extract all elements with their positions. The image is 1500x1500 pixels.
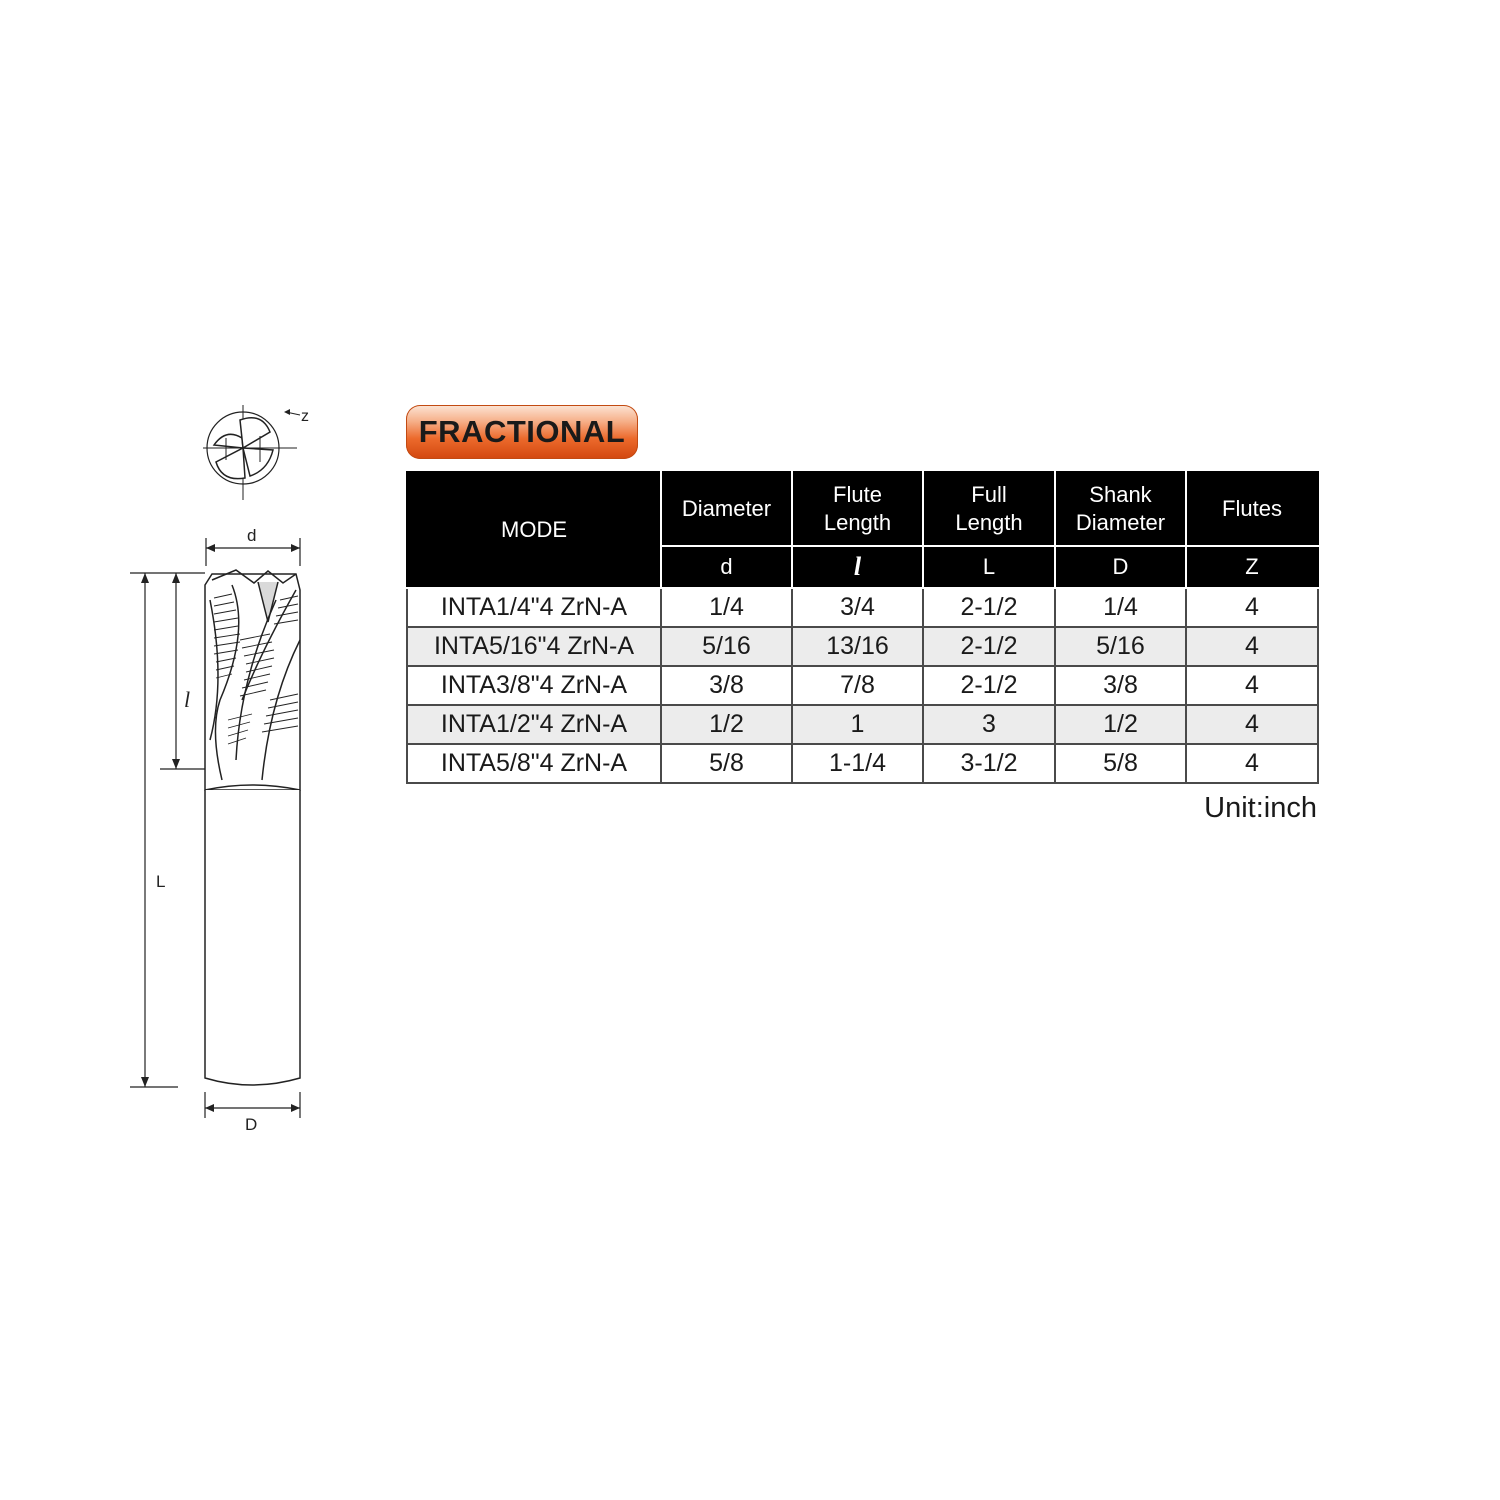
cell-diameter: 5/8 (661, 744, 792, 783)
cell-shank-diameter: 5/8 (1055, 744, 1186, 783)
cell-flute-length: 13/16 (792, 627, 923, 666)
cell-flutes: 4 (1186, 666, 1318, 705)
symbol-full-length: L (923, 546, 1055, 588)
cell-flute-length: 3/4 (792, 588, 923, 627)
label-z: z (301, 408, 309, 425)
symbol-flute-length: l (792, 546, 923, 588)
cell-flutes: 4 (1186, 705, 1318, 744)
table-row (407, 705, 1318, 744)
fractional-badge (406, 405, 638, 459)
cell-mode: INTA3/8"4 ZrN-A (407, 666, 661, 705)
cell-diameter: 1/2 (661, 705, 792, 744)
header-mode: MODE (407, 472, 661, 588)
symbol-diameter: d (661, 546, 792, 588)
label-d: d (247, 526, 257, 545)
cell-mode: INTA1/4"4 ZrN-A (407, 588, 661, 627)
label-D: D (245, 1115, 258, 1134)
table-row (407, 627, 1318, 666)
cell-full-length: 3 (923, 705, 1055, 744)
header-full-length: Full Length (923, 472, 1055, 546)
dim-l (160, 573, 205, 769)
cell-mode: INTA1/2"4 ZrN-A (407, 705, 661, 744)
unit-note: Unit:inch (1204, 792, 1317, 824)
spec-table (406, 471, 1319, 784)
cell-shank-diameter: 5/16 (1055, 627, 1186, 666)
header-flutes: Flutes (1186, 472, 1318, 546)
table-row (407, 666, 1318, 705)
cell-flutes: 4 (1186, 588, 1318, 627)
symbol-flutes: Z (1186, 546, 1318, 588)
cell-mode: INTA5/8"4 ZrN-A (407, 744, 661, 783)
cell-diameter: 3/8 (661, 666, 792, 705)
dim-L (130, 573, 178, 1087)
header-shank-diameter: Shank Diameter (1055, 472, 1186, 546)
shank (205, 790, 300, 1085)
cell-flute-length: 1 (792, 705, 923, 744)
table-row (407, 744, 1318, 783)
cell-diameter: 1/4 (661, 588, 792, 627)
end-view (203, 405, 300, 500)
cell-flutes: 4 (1186, 744, 1318, 783)
table-row (407, 588, 1318, 627)
table-header-row (407, 472, 1318, 546)
fluted-section (205, 570, 300, 790)
cell-full-length: 2-1/2 (923, 588, 1055, 627)
cell-flute-length: 7/8 (792, 666, 923, 705)
cell-flute-length: 1-1/4 (792, 744, 923, 783)
label-L: L (156, 872, 166, 891)
header-flute-length: Flute Length (792, 472, 923, 546)
header-diameter: Diameter (661, 472, 792, 546)
cell-diameter: 5/16 (661, 627, 792, 666)
label-l: l (184, 687, 191, 712)
cell-full-length: 3-1/2 (923, 744, 1055, 783)
cell-shank-diameter: 1/4 (1055, 588, 1186, 627)
cell-flutes: 4 (1186, 627, 1318, 666)
cell-shank-diameter: 3/8 (1055, 666, 1186, 705)
cell-full-length: 2-1/2 (923, 627, 1055, 666)
cell-shank-diameter: 1/2 (1055, 705, 1186, 744)
fractional-badge-label: FRACTIONAL (418, 414, 626, 449)
symbol-shank-diameter: D (1055, 546, 1186, 588)
cell-full-length: 2-1/2 (923, 666, 1055, 705)
cell-mode: INTA5/16"4 ZrN-A (407, 627, 661, 666)
